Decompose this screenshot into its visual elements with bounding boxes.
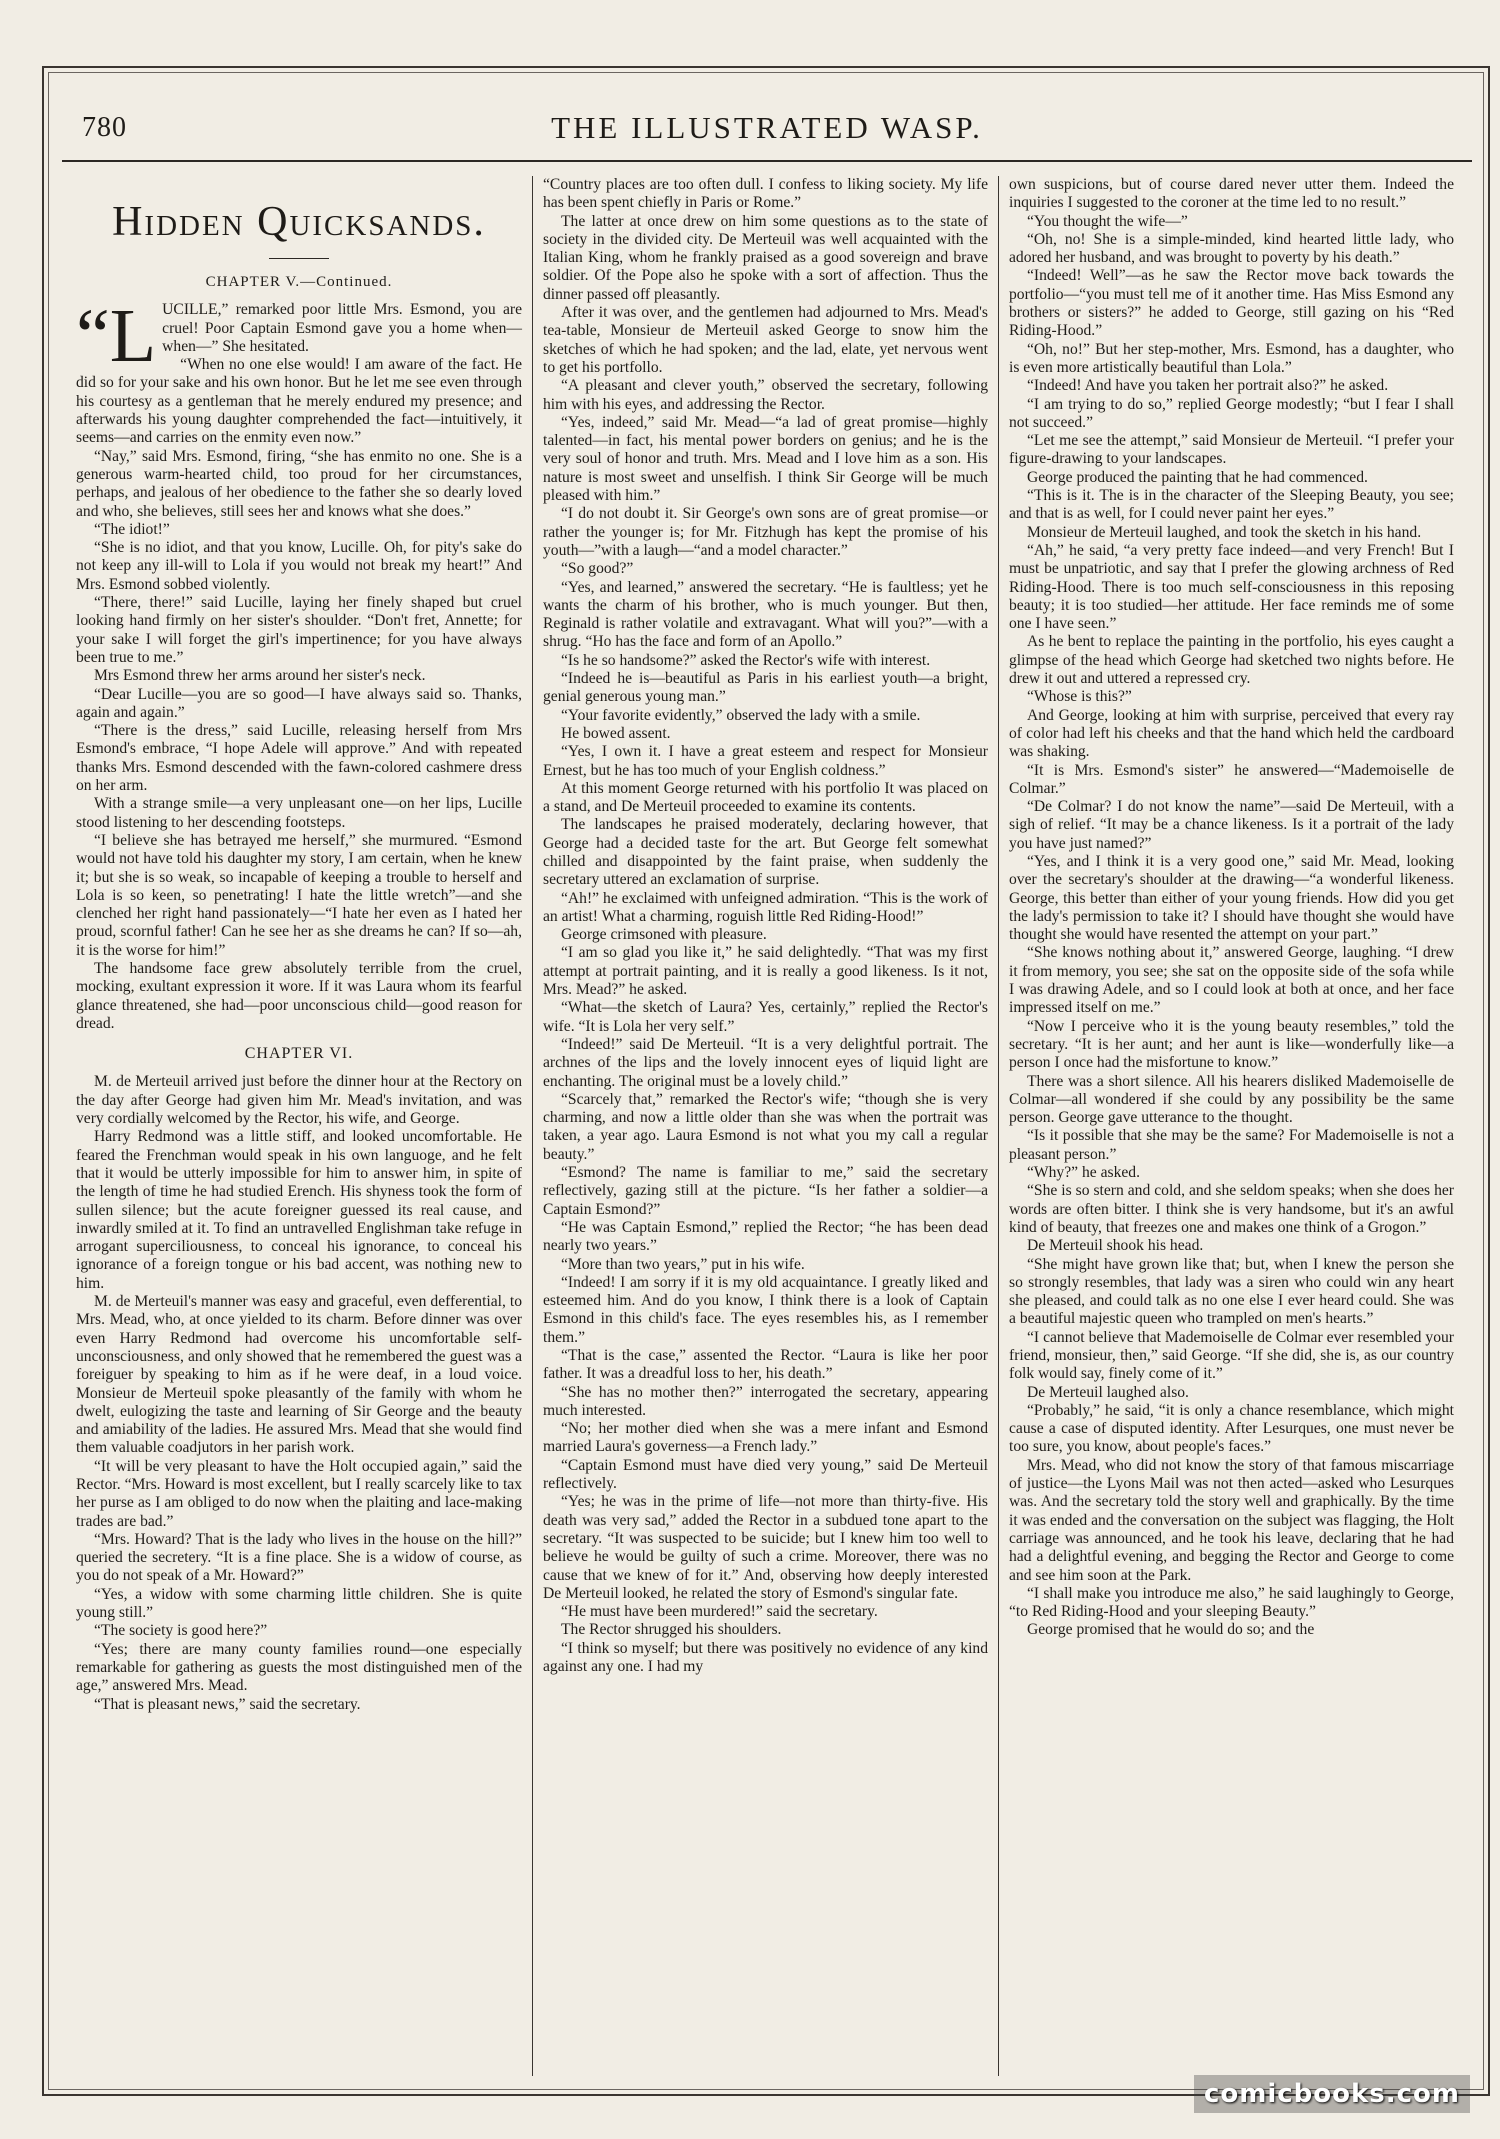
paragraph: “De Colmar? I do not know the name”—said De Merteuil, with a sigh of relief. “It may be a chance likeness. Is it a portrait of the lady you have just named?” <box>1009 798 1454 852</box>
paragraph: “Whose is this?” <box>1027 688 1132 706</box>
paragraph: M. de Merteuil's manner was easy and graceful, even defferential, to Mrs. Mead, who, at once yielded to its charm. Before dinner was over even Harry Redmond had overcome his uncomfortable self-unconsciousness, and only showed that he remembered the guest was a foreiguer by speaking to him as if he were deaf, in a loud voice. Monsieur de Merteuil spoke pleasantly of the family with whom he dwelt, eulogizing the taste and learning of Sir George and the beauty and amiability of the ladies. He assured Mrs. Mead that she would find them valuable coadjutors in her parish work. <box>76 1293 522 1457</box>
paragraph: “Yes, I own it. I have a great esteem and respect for Monsieur Ernest, but he has too much of your English coldness.” <box>543 743 988 779</box>
paragraph: “You thought the wife—” <box>1027 212 1188 230</box>
paragraph: Mrs. Mead, who did not know the story of that famous miscarriage of justice—the Lyons Mail was not then acted—asked who Lesurques was. And the secretary told the story well and graphically. By the time it was ended and the conversation on the subject was flagging, the Holt carriage was announced, and he took his leave, declaring that he had had a delightful evening, and begging the Rector and George to come and see him soon at the Park. <box>1009 1456 1454 1584</box>
paragraph: “He was Captain Esmond,” replied the Rector; “he has been dead nearly two years.” <box>543 1218 988 1255</box>
paragraph: “That is the case,” assented the Rector. “Laura is like her poor father. It was a dreadful loss to her, his death.” <box>543 1347 988 1383</box>
paragraph: Harry Redmond was a little stiff, and looked uncomfortable. He feared the Frenchman would speak in his own languoge, and he felt that it would be utterly impossible for him to answer him, in spite of the length of time he had studied Erench. His shyness took the form of sullen silence; but the acute foreigner guessed its real cause, and inwardly smiled at it. To find an untravelled Englishman take refuge in arrogant superciliousness, to conceal his ignorance, to conceal his ignorance of a foreign tongue or his bad accent, was nothing new to him. <box>76 1128 522 1292</box>
chapter-v-heading: CHAPTER V.—Continued. <box>205 274 393 290</box>
paragraph: “Indeed!” said De Merteuil. “It is a very delightful portrait. The archnes of the lips and the lovely innocent eyes of liquid light are enchanting. The original must be a lovely child.” <box>543 1035 988 1090</box>
masthead: THE ILLUSTRATED WASP. <box>551 110 983 145</box>
paragraph: George crimsoned with pleasure. <box>561 926 767 944</box>
paragraph: “Yes, a widow with some charming little children. She is quite young still.” <box>76 1585 522 1622</box>
title-rule <box>269 258 329 259</box>
header-rule <box>62 160 1472 162</box>
column-1 <box>66 176 532 2076</box>
paragraph: There was a short silence. All his hearers disliked Mademoiselle de Colmar—all wondered if she could by any possibility be the same person. George gave utterance to the thought. <box>1009 1072 1454 1127</box>
drop-cap: “L <box>76 294 157 379</box>
column-2-paragraphs <box>543 176 988 1676</box>
paragraph: “Ah!” he exclaimed with unfeigned admiration. “This is the work of an artist! What a charming, roguish little Red Riding-Hood!” <box>543 889 988 925</box>
paragraph: “Yes; he was in the prime of life—not more than thirty-five. His death was very sad,” added the Rector in a subdued tone apart to the secretary. “It was suspected to be suicide; but I knew him too well to believe he would be guilty of such a crime. Moreover, there was no cause that we knew of for it.” And, observing how deeply interested De Merteuil looked, he related the story of Esmond's singular fate. <box>543 1493 988 1602</box>
paragraph: After it was over, and the gentlemen had adjourned to Mrs. Mead's tea-table, Monsieur de Merteuil asked George to snow him the sketches of which he had spoken; and the lad, elate, yet nervous went to get his portfollo. <box>543 304 988 376</box>
paragraph: Mrs Esmond threw her arms around her sister's neck. <box>94 667 426 685</box>
paragraph: “What—the sketch of Laura? Yes, certainly,” replied the Rector's wife. “It is Lola her very self.” <box>543 999 988 1035</box>
paragraph: “It will be very pleasant to have the Holt occupied again,” said the Rector. “Mrs. Howard is most excellent, but I really scarcely like to tax her purse as I am obliged to do now when the plaiting and lace-making trades are bad.” <box>76 1457 522 1530</box>
paragraph: As he bent to replace the painting in the portfolio, his eyes caught a glimpse of the head which George had sketched two nights before. He drew it out and uttered a repressed cry. <box>1009 633 1454 688</box>
paragraph: “Let me see the attempt,” said Monsieur de Merteuil. “I prefer your figure-drawing to your landscapes. <box>1009 432 1454 468</box>
paragraph: “Mrs. Howard? That is the lady who lives in the house on the hill?” queried the secretery. “It is a fine place. She is a widow of course, as you do not speak of a Mr. Howard?” <box>76 1530 522 1585</box>
paragraph: “So good?” <box>561 560 634 578</box>
paragraph: “Indeed he is—beautiful as Paris in his earliest youth—a bright, genial generous young man.” <box>543 670 988 706</box>
watermark: comicbooks.com <box>1194 2075 1470 2113</box>
paragraph: “I shall make you introduce me also,” he said laughingly to George, “to Red Riding-Hood and your sleeping Beauty.” <box>1009 1584 1454 1621</box>
paragraph: He bowed assent. <box>561 724 671 742</box>
column-1-paragraphs <box>76 356 522 1033</box>
paragraph: The landscapes he praised moderately, declaring however, that George had a decided taste for the art. But George felt somewhat chilled and disappointed by the faint praise, when suddenly the secretary uttered an exclamation of surprise. <box>543 816 988 889</box>
paragraph: “More than two years,” put in his wife. <box>561 1255 805 1273</box>
paragraph: “Is it possible that she may be the same? For Mademoiselle is not a pleasant person.” <box>1009 1127 1454 1163</box>
paragraph: “Ah,” he said, “a very pretty face indeed—and very French! But I must be unpatriotic, and say that I prefer the glowing archness of Red Riding-Hood. There is too much self-consciousness in this reposing beauty; it is too studied—her attitude. Her face reminds me of some one I have seen.” <box>1009 541 1454 633</box>
page-number: 780 <box>82 112 127 143</box>
paragraph: “There, there!” said Lucille, laying her finely shaped but cruel looking hand firmly on her sister's shoulder. “Don't fret, Annette; for your sake I will forget the girl's impertinence; for you have always been true to me.” <box>76 594 522 666</box>
paragraph: “Yes, and I think it is a very good one,” said Mr. Mead, looking over the secretary's shoulder at the drawing—“a wonderful likeness. George, this better than either of your young friends. How did you get the lady's permission to take it? I should have thought she would have thought she would have resented the attempt on your part.” <box>1009 852 1454 944</box>
paragraph: Monsieur de Merteuil laughed, and took the sketch in his hand. <box>1027 523 1422 541</box>
paragraph: “Is he so handsome?” asked the Rector's wife with interest. <box>561 651 931 669</box>
paragraph: “Oh, no! She is a simple-minded, kind hearted little lady, who adored her husband, and was brought to poverty by his death.” <box>1009 230 1454 267</box>
paragraph: George promised that he would do so; and the <box>1027 1621 1315 1639</box>
paragraph: “Captain Esmond must have died very young,” said De Merteuil reflectively. <box>543 1456 988 1493</box>
paragraph: “She might have grown like that; but, when I knew the person she so strongly resembles, that lady was a siren who could win any heart she pleased, and could talk as no one else I ever heard could. She was a beautiful majestic queen who trampled on men's hearts.” <box>1009 1255 1454 1328</box>
paragraph: “No; her mother died when she was a mere infant and Esmond married Laura's governess—a French lady.” <box>543 1420 988 1456</box>
paragraph: “I am so glad you like it,” he said delightedly. “That was my first attempt at portrait painting, and it is really a good likeness. Is it not, Mrs. Mead?” he asked. <box>543 944 988 999</box>
paragraph: M. de Merteuil arrived just before the dinner hour at the Rectory on the day after George had given him Mr. Mead's invitation, and was very cordially welcomed by the Rector, his wife, and George. <box>76 1073 522 1128</box>
paragraph: “There is the dress,” said Lucille, releasing herself from Mrs Esmond's embrace, “I hope Adele will approve.” And with repeated thanks Mrs. Esmond descended with the fawn-colored cashmere dress on her arm. <box>76 722 522 795</box>
paragraph: “She is so stern and cold, and she seldom speaks; when she does her words are often bitter. I think she is very handsome, but it's an awful kind of beauty, that freezes one and makes one think of a Grogon.” <box>1009 1182 1454 1236</box>
paragraph: “Country places are too often dull. I confess to liking society. My life has been spent chiefly in Paris or Rome.” <box>543 176 988 212</box>
paragraph: “Your favorite evidently,” observed the lady with a smile. <box>561 706 921 724</box>
column-1-paragraphs-cont <box>76 1073 522 1713</box>
lead-paragraph <box>76 294 522 379</box>
column-2 <box>532 176 998 2076</box>
paragraph: “Yes, and learned,” answered the secretary. “He is faultless; yet he wants the charm of his brother, who is much younger. But then, Reginald is rather volatile and extravagant. What will you?”—with a shrug. “Ho has the face and form of an Apollo.” <box>543 578 988 651</box>
paragraph: “The idiot!” <box>94 520 170 538</box>
paragraph: “This is it. The is in the character of the Sleeping Beauty, you see; and that is as well, for I could never paint her eyes.” <box>1009 487 1454 523</box>
paragraph: “She has no mother then?” interrogated the secretary, appearing much interested. <box>543 1383 988 1419</box>
paragraph: “Yes, indeed,” said Mr. Mead—“a lad of great promise—highly talented—in fact, his mental power borders on genius; and he is the very soul of honor and truth. Mrs. Mead and I love him as a son. His nature is most sweet and unselfish. I think Sir George will be much pleased with him.” <box>543 413 988 505</box>
paragraph: De Merteuil laughed also. <box>1027 1383 1189 1401</box>
paragraph: “Now I perceive who it is the young beauty resembles,” told the secretary. “It is her aunt; and her aunt is like—wonderfully like—a person I once had the misfortune to know.” <box>1009 1017 1454 1072</box>
paragraph: “Indeed! And have you taken her portrait also?” he asked. <box>1027 377 1389 395</box>
paragraph: George produced the painting that he had commenced. <box>1027 468 1368 486</box>
paragraph: “I believe she has betrayed me herself,” she murmured. “Esmond would not have told his daughter my story, I am certain, when he knew it; but she is so weak, so incapable of keeping a trouble to herself and Lola is so keen, so penetrating! I hate the little wretch”—and she clenched her right hand passionately—“I hate her even as I hated her proud, scornful father! Can he see her as she dreams he can? If so—ah, it is the worse for him!” <box>76 831 522 959</box>
paragraph: “Why?” he asked. <box>1027 1164 1140 1182</box>
paragraph: “I cannot believe that Mademoiselle de Colmar ever resembled your friend, monsieur, then,” said George. “If she did, she is, as our country folk would say, finely come of it.” <box>1009 1328 1454 1383</box>
paragraph: “I do not doubt it. Sir George's own sons are of great promise—or rather the younger is; for Mr. Fitzhugh has kept the promise of his youth—”with a laugh—“and a model character.” <box>543 505 988 559</box>
paragraph: At this moment George returned with his portfolio It was placed on a stand, and De Merteuil proceeded to examine its contents. <box>543 779 988 816</box>
paragraph: “It is Mrs. Esmond's sister” he answered—“Mademoiselle de Colmar.” <box>1009 761 1454 797</box>
paragraph: “Probably,” he said, “it is only a chance resemblance, which might cause a case of disputed identity. After Lesurques, one must never be too sure, you know, about people's faces.” <box>1009 1401 1454 1456</box>
paragraph: “Oh, no!” But her step-mother, Mrs. Esmond, has a daughter, who is even more artistically beautiful than Lola.” <box>1009 340 1454 376</box>
paragraph: “He must have been murdered!” said the secretary. <box>561 1603 878 1621</box>
paragraph: “She is no idiot, and that you know, Lucille. Oh, for pity's sake do not keep any ill-will to Lola if you would not break my heart!” And Mrs. Esmond sobbed violently. <box>76 539 522 593</box>
paragraph: “I am trying to do so,” replied George modestly; “but I fear I shall not succeed.” <box>1009 395 1454 431</box>
paragraph: The latter at once drew on him some questions as to the state of society in the divided city. De Merteuil was well acquainted with the Italian King, whom he frankly praised as a good sovereign and brave soldier. Of the Pope also he spoke with a sort of affection. Thus the dinner passed off pleasantly. <box>543 212 988 303</box>
paragraph: “That is pleasant news,” said the secretary. <box>94 1695 361 1713</box>
paragraph: And George, looking at him with surprise, perceived that every ray of color had left his cheeks and that the hand which held the cardboard was shaking. <box>1009 706 1454 761</box>
paragraph: “I think so myself; but there was positively no evidence of any kind against any one. I had my <box>543 1639 988 1676</box>
article-title: Hidden Quicksands. <box>112 199 486 245</box>
paragraph: “She knows nothing about it,” answered George, laughing. “I drew it from memory, you see; she sat on the opposite side of the sofa while I was drawing Adele, and so I could look at both at once, and her face impressed itself on me.” <box>1009 944 1454 1017</box>
column-3-paragraphs <box>1009 176 1454 1640</box>
paragraph: The handsome face grew absolutely terrible from the cruel, mocking, exultant expression it wore. If it was Laura whom its fearful glance threatened, she had—poor unconscious child—good reason for dread. <box>76 959 522 1032</box>
paragraph: “When no one else would! I am aware of the fact. He did so for your sake and his own honor. But he let me see even through his courtesy as a gentleman that he merely endured my presence; and afterwards his young daughter comprehended the fact—intuitively, it seems—and carries on the enmity even now.” <box>76 356 522 447</box>
paragraph: De Merteuil shook his head. <box>1027 1237 1204 1255</box>
lead-text: UCILLE,” remarked poor little Mrs. Esmond, you are cruel! Poor Captain Esmond gave you a home when—when—” She hesitated. <box>162 301 522 355</box>
column-3 <box>998 176 1464 2076</box>
paragraph: “Indeed! Well”—as he saw the Rector move back towards the portfolio—“you must tell me of it another time. Has Miss Esmond any brothers or sisters?” he added to George, still gazing on his “Red Riding-Hood.” <box>1009 267 1454 340</box>
paragraph: “Scarcely that,” remarked the Rector's wife; “though she is very charming, and now a little older than she was when the portrait was taken, a year ago. Laura Esmond is not what you my call a regular beauty.” <box>543 1090 988 1163</box>
paragraph: The Rector shrugged his shoulders. <box>561 1621 782 1639</box>
paragraph: own suspicions, but of course dared never utter them. Indeed the inquiries I suggested to the coroner at the time led to no result.” <box>1009 176 1454 212</box>
paragraph: “Nay,” said Mrs. Esmond, firing, “she has enmito no one. She is a generous warm-hearted child, too proud for her circumstances, perhaps, and jealous of her obedience to the father she so dearly loved and who, she believes, still sees her and knows what she does.” <box>76 447 522 520</box>
article-columns <box>66 176 1466 2076</box>
paragraph: “Yes; there are many county families round—one especially remarkable for gathering as guests the most distinguished men of the age,” answered Mrs. Mead. <box>76 1640 522 1695</box>
paragraph: “The society is good here?” <box>94 1622 268 1640</box>
paragraph: “Esmond? The name is familiar to me,” said the secretary reflectively, gazing still at the picture. “Is her father a soldier—a Captain Esmond?” <box>543 1164 988 1218</box>
paragraph: “Indeed! I am sorry if it is my old acquaintance. I greatly liked and esteemed him. And do you know, I think there is a look of Captain Esmond in this child's face. The eyes resembles his, as I remember them.” <box>543 1273 988 1346</box>
page-header <box>62 110 1472 154</box>
chapter-vi-heading: CHAPTER VI. <box>244 1045 354 1063</box>
paragraph: With a strange smile—a very unpleasant one—on her lips, Lucille stood listening to her descending footsteps. <box>76 795 522 831</box>
paragraph: “Dear Lucille—you are so good—I have always said so. Thanks, again and again.” <box>76 685 522 721</box>
paragraph: “A pleasant and clever youth,” observed the secretary, following him with his eyes, and addressing the Rector. <box>543 377 988 413</box>
